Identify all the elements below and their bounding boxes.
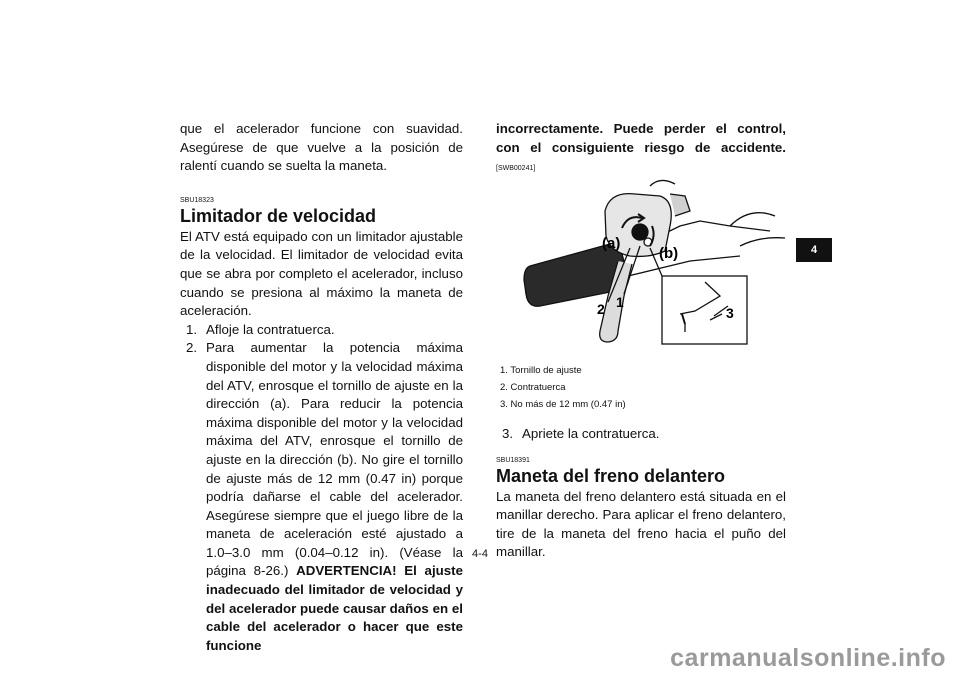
throttle-illustration	[500, 166, 790, 366]
step-number: 2.	[186, 340, 198, 356]
chapter-tab: 4	[796, 238, 832, 262]
step-number: 1.	[186, 321, 198, 337]
warning-text: ADVERTENCIA! El ajuste inadecuado del limitador de velocidad y del acelerador puede causar daños en el cable del acelerador o hacer que este funcione	[206, 563, 463, 653]
caption-item: 3. No más de 12 mm (0.47 in)	[500, 399, 626, 410]
label-2: 2	[597, 301, 605, 317]
section-body: La maneta del freno delantero está situada en el manillar derecho. Para aplicar el freno delantero, tire de la maneta del freno hacia el puño del manillar.	[496, 488, 786, 560]
label-a: (a)	[602, 235, 621, 252]
intro-paragraph: que el acelerador funcione con suavidad. Asegúrese de que vuelve a la posición de ralentí cuando se suelta la maneta.	[180, 121, 463, 174]
watermark: carmanualsonline.info	[670, 644, 946, 672]
label-b: (b)	[659, 245, 679, 262]
left-column	[180, 120, 463, 655]
step-text: Apriete la contratuerca.	[522, 426, 660, 441]
caption-item: 2. Contratuerca	[500, 382, 566, 393]
section-code: SBU18323	[180, 196, 214, 204]
list-item	[496, 425, 786, 444]
section-title: Maneta del freno delantero	[496, 465, 726, 486]
caption-item: 1. Tornillo de ajuste	[500, 365, 582, 376]
caption-list	[500, 362, 790, 413]
section-code: SBU18391	[496, 456, 530, 464]
step-text: Para aumentar la potencia máxima disponible del motor y la velocidad máxima del ATV, enrosque el tornillo de ajuste en la dirección (a). Para reducir la potencia máxima disponible del motor y la velocidad máxima del ATV, enrosque el tornillo de ajuste en la dirección (b). No gire el tornillo de ajuste más de 12 mm (0.47 in) porque podría dañarse el cable del acelerador. Asegúrese siempre que el juego libre de la maneta de aceleración esté ajustado a 1.0–3.0 mm (0.04–0.12 in). (Véase la página 8-26.)	[206, 340, 463, 579]
step-text: Afloje la contratuerca.	[206, 321, 335, 337]
warning-code: [SWB00241]	[496, 165, 536, 173]
label-3: 3	[726, 305, 734, 321]
right-lower	[496, 425, 786, 562]
page-number: 4-4	[472, 548, 488, 560]
list-item	[180, 321, 463, 340]
step-number: 3.	[502, 426, 514, 441]
step-text-container	[206, 339, 463, 655]
section-title: Limitador de velocidad	[180, 205, 377, 226]
label-1: 1	[616, 294, 624, 310]
warning-text: incorrectamente. Puede perder el control, con el consiguiente riesgo de accidente.	[496, 121, 786, 155]
list-item	[180, 339, 463, 655]
section-body: El ATV está equipado con un limitador ajustable de la velocidad. El limitador de velocidad evita que se abra por completo el acelerador, incluso cuando se presiona al máximo la maneta de aceleración.	[180, 228, 463, 319]
